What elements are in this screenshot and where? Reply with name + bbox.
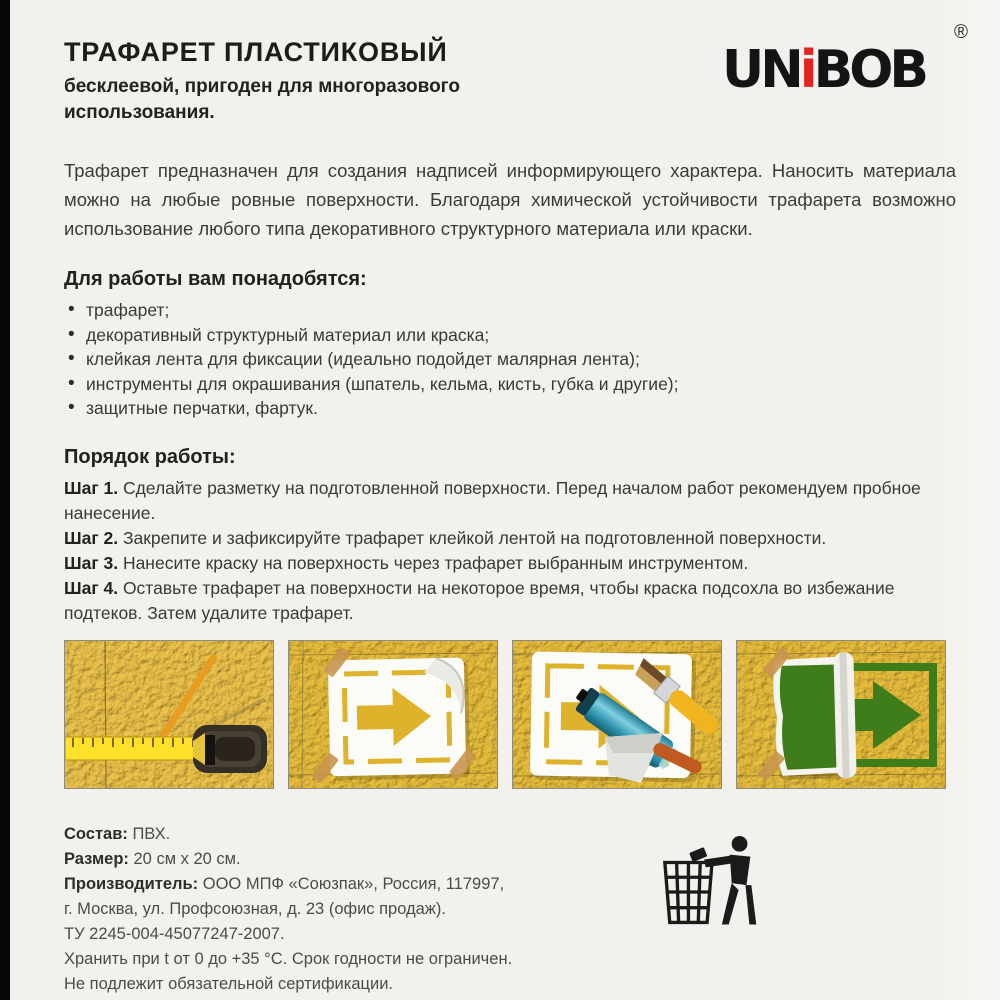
page-subtitle: бесклеевой, пригоден для многоразового использования. bbox=[64, 76, 460, 123]
intro-paragraph: Трафарет предназначен для создания надписей информирующего характера. Наносить материала можно на любые ровные поверхности. Благодаря химической устойчивости трафарета возможно использование любого типа декоративного структурного материала или краски. bbox=[64, 160, 956, 239]
step1-marking-photo bbox=[64, 640, 274, 789]
step-line bbox=[64, 576, 956, 626]
step-line bbox=[64, 476, 956, 526]
procedure-heading: Порядок работы: bbox=[64, 445, 236, 468]
ruler-pencil-tape-measure-image bbox=[65, 641, 273, 788]
step-label: Шаг 3. bbox=[64, 552, 119, 573]
step-text: Оставьте трафарет на поверхности на некоторое время, чтобы краска подсохла во избежание подтеков. Затем удалите трафарет. bbox=[64, 577, 895, 623]
detail-line: Хранить при t от 0 до +35 °С. Срок годности не ограничен. bbox=[64, 949, 513, 968]
instruction-sheet bbox=[10, 0, 1000, 1000]
list-item: • декоративный структурный материал или краска; bbox=[64, 323, 956, 348]
dispose-in-bin-icon bbox=[655, 833, 773, 931]
detail-line: ТУ 2245-004-45077247-2007. bbox=[64, 924, 285, 943]
step-label: Шаг 4. bbox=[64, 577, 119, 598]
detail-label: Размер: bbox=[64, 849, 129, 868]
step-text: Закрепите и зафиксируйте трафарет клейкой лентой на подготовленной поверхности. bbox=[118, 527, 827, 548]
needs-heading: Для работы вам понадобятся: bbox=[64, 268, 367, 290]
registered-trademark-icon: ® bbox=[954, 22, 968, 43]
page-title: ТРАФАРЕТ ПЛАСТИКОВЫЙ bbox=[64, 37, 448, 67]
step-text: Нанесите краску на поверхность через трафарет выбранным инструментом. bbox=[118, 552, 749, 573]
step2-stencil-taped-photo bbox=[288, 640, 498, 789]
detail-line: Производитель: ООО МПФ «Союзпак», Россия, 117997, bbox=[64, 874, 505, 893]
step4-remove-stencil-photo bbox=[736, 640, 946, 789]
tape-measure-body bbox=[193, 725, 267, 773]
unibob-logo-text bbox=[722, 30, 952, 110]
detail-line: г. Москва, ул. Профсоюзная, д. 23 (офис продаж). bbox=[64, 899, 446, 918]
list-item: • защитные перчатки, фартук. bbox=[64, 396, 956, 421]
peeled-stencil bbox=[772, 652, 856, 780]
needs-list bbox=[64, 298, 956, 421]
step-line bbox=[64, 551, 956, 576]
step-text: Сделайте разметку на подготовленной поверхности. Перед началом работ рекомендуем пробное нанесение. bbox=[64, 477, 921, 523]
unibob-logo bbox=[722, 22, 968, 114]
logo-bob: BOB bbox=[813, 40, 926, 100]
product-details bbox=[64, 822, 956, 997]
step-label: Шаг 1. bbox=[64, 477, 119, 498]
green-arrow-revealed-image bbox=[737, 641, 945, 788]
detail-line: Не подлежит обязательной сертификации. bbox=[64, 974, 393, 993]
step-line bbox=[64, 526, 956, 551]
list-item: • трафарет; bbox=[64, 298, 956, 323]
detail-label: Состав: bbox=[64, 824, 128, 843]
logo-i-red: i bbox=[799, 40, 814, 100]
stencil-on-wall-image bbox=[289, 641, 497, 788]
list-item: • клейкая лента для фиксации (идеально подойдет малярная лента); bbox=[64, 347, 956, 372]
procedure-steps bbox=[64, 476, 956, 626]
logo-un: UN bbox=[722, 40, 800, 100]
detail-line: Размер: 20 см х 20 см. bbox=[64, 849, 241, 868]
brush-spray-trowel-image bbox=[513, 641, 721, 788]
list-item: • инструменты для окрашивания (шпатель, кельма, кисть, губка и другие); bbox=[64, 372, 956, 397]
tidy-man-icon bbox=[655, 833, 773, 929]
photo-edge-bar bbox=[0, 0, 10, 1000]
step-photos-row bbox=[64, 640, 962, 789]
step3-painting-tools-photo bbox=[512, 640, 722, 789]
step-label: Шаг 2. bbox=[64, 527, 119, 548]
detail-label: Производитель: bbox=[64, 874, 199, 893]
detail-line: Состав: ПВХ. bbox=[64, 824, 171, 843]
